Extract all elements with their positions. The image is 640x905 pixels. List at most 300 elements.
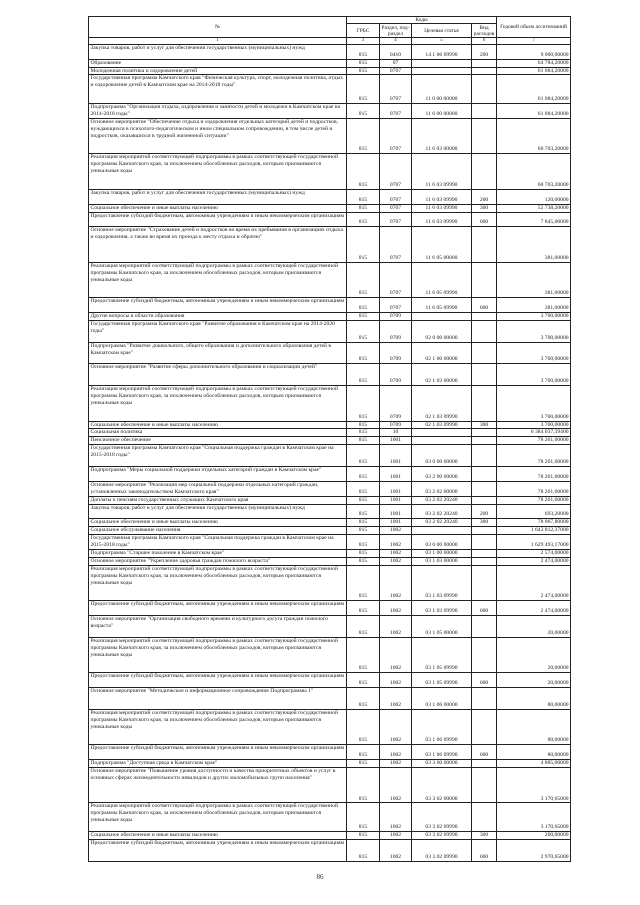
header-vid: Вид расходов (472, 24, 497, 38)
row-razdel-cell: 1002 (380, 535, 412, 550)
row-grbs-cell: 815 (347, 67, 380, 75)
table-row (89, 637, 571, 673)
row-grbs-cell: 815 (347, 44, 380, 59)
row-csr-cell: 02 0 00 00000 (412, 321, 472, 343)
row-grbs-cell: 815 (347, 688, 380, 710)
row-sum-cell: 7 845,00000 (497, 212, 571, 227)
row-vid-cell (472, 59, 497, 67)
row-vid-cell (472, 321, 497, 343)
row-vid-cell (472, 67, 497, 75)
header-csr: Целевая статья (412, 24, 472, 38)
row-vid-cell (472, 118, 497, 154)
row-csr-cell: 03 2 02 20240 (412, 504, 472, 519)
row-name-cell: Подпрограмма "Организация отдыха, оздоровления и занятости детей и молодежи в Камчатском крае на 2014-2018 годы" (89, 104, 347, 119)
row-sum-cell: 78 261,00000 (497, 481, 571, 496)
row-sum-cell: 52 738,20000 (497, 204, 571, 212)
table-row (89, 527, 571, 535)
row-sum-cell: 2 474,00000 (497, 565, 571, 601)
row-name-cell: Подпрограмма "Старшее поколение в Камчатском крае" (89, 549, 347, 557)
row-razdel-cell: 0707 (380, 154, 412, 190)
row-razdel-cell: 0707 (380, 104, 412, 119)
table-row (89, 118, 571, 154)
row-grbs-cell: 815 (347, 466, 380, 481)
row-grbs-cell: 815 (347, 637, 380, 673)
row-name-cell: Реализация мероприятий соответствующей подпрограммы в рамках соответствующей государственной программы Камчатского края, за исключением обособленных расходов, которым присваиваются уникальные коды (89, 262, 347, 298)
row-sum-cell: 80,00000 (497, 745, 571, 760)
row-csr-cell: 03 1 03 09990 (412, 565, 472, 601)
row-csr-cell: 03 1 03 09990 (412, 601, 472, 616)
row-razdel-cell: 0707 (380, 262, 412, 298)
row-grbs-cell: 815 (347, 504, 380, 519)
row-vid-cell (472, 803, 497, 832)
row-vid-cell: 600 (472, 601, 497, 616)
row-csr-cell: 03 1 06 09990 (412, 709, 472, 745)
row-vid-cell: 600 (472, 673, 497, 688)
row-vid-cell (472, 557, 497, 565)
table-row (89, 832, 571, 840)
row-razdel-cell: 1001 (380, 504, 412, 519)
row-csr-cell: 02 1 03 09990 (412, 386, 472, 422)
row-vid-cell: 600 (472, 839, 497, 861)
row-csr-cell: 03 1 00 00000 (412, 549, 472, 557)
row-csr-cell: 02 1 03 09990 (412, 421, 472, 429)
row-sum-cell: 2 970,65000 (497, 839, 571, 861)
row-vid-cell (472, 565, 497, 601)
row-vid-cell (472, 364, 497, 386)
row-vid-cell (472, 496, 497, 504)
row-razdel-cell: 1001 (380, 437, 412, 445)
row-grbs-cell: 815 (347, 709, 380, 745)
row-grbs-cell: 815 (347, 496, 380, 504)
row-vid-cell: 600 (472, 298, 497, 313)
row-name-cell: Государственная программа Камчатского края "Физическая культура, спорт, молодежная политика, отдых и оздоровление детей в Камчатском крае на 2014-2018 годы" (89, 75, 347, 104)
row-name-cell: Подпрограмма "Меры социальной поддержки отдельных категорий граждан в Камчатском крае" (89, 466, 347, 481)
table-row (89, 557, 571, 565)
row-vid-cell: 200 (472, 189, 497, 204)
row-grbs-cell: 815 (347, 601, 380, 616)
table-row (89, 565, 571, 601)
row-razdel-cell: 1002 (380, 688, 412, 710)
row-name-cell: Закупка товаров, работ и услуг для обеспечения государственных (муниципальных) нужд (89, 189, 347, 204)
row-grbs-cell: 815 (347, 189, 380, 204)
row-grbs-cell: 815 (347, 445, 380, 467)
row-grbs-cell: 815 (347, 386, 380, 422)
row-grbs-cell: 815 (347, 745, 380, 760)
row-vid-cell: 600 (472, 212, 497, 227)
row-grbs-cell: 815 (347, 803, 380, 832)
row-vid-cell (472, 445, 497, 467)
row-vid-cell (472, 429, 497, 437)
row-sum-cell: 3 700,00000 (497, 386, 571, 422)
row-razdel-cell: 0709 (380, 321, 412, 343)
row-name-cell: Основное мероприятие "Страхование детей и подростков во время их пребывания в организациях отдыха и оздоровления, а также во время их проезда к месту отдыха и обратно" (89, 227, 347, 263)
table-row (89, 59, 571, 67)
row-sum-cell: 60 703,20000 (497, 154, 571, 190)
row-grbs-cell: 815 (347, 154, 380, 190)
row-razdel-cell: 1002 (380, 601, 412, 616)
row-csr-cell: 03 1 05 09990 (412, 673, 472, 688)
row-sum-cell: 3 170,65000 (497, 767, 571, 803)
row-vid-cell: 600 (472, 745, 497, 760)
row-grbs-cell: 815 (347, 204, 380, 212)
row-vid-cell (472, 481, 497, 496)
row-razdel-cell: 0707 (380, 204, 412, 212)
column-index-row (89, 38, 571, 45)
row-grbs-cell: 815 (347, 767, 380, 803)
row-vid-cell: 300 (472, 421, 497, 429)
row-vid-cell (472, 709, 497, 745)
row-csr-cell (412, 59, 472, 67)
row-csr-cell: 14 1 06 09990 (412, 44, 472, 59)
row-grbs-cell: 815 (347, 535, 380, 550)
row-sum-cell: 78 261,00000 (497, 445, 571, 467)
row-vid-cell (472, 637, 497, 673)
row-grbs-cell: 815 (347, 565, 380, 601)
row-vid-cell (472, 688, 497, 710)
table-row (89, 104, 571, 119)
row-sum-cell: 20,00000 (497, 673, 571, 688)
row-csr-cell (412, 527, 472, 535)
row-csr-cell: 03 2 02 00000 (412, 481, 472, 496)
row-grbs-cell: 815 (347, 227, 380, 263)
row-razdel-cell: 1002 (380, 557, 412, 565)
row-razdel-cell: 1002 (380, 673, 412, 688)
row-csr-cell: 02 1 00 00000 (412, 342, 472, 364)
row-sum-cell: 1 629 493,17000 (497, 535, 571, 550)
row-grbs-cell: 815 (347, 298, 380, 313)
row-vid-cell (472, 527, 497, 535)
row-sum-cell: 3 700,00000 (497, 421, 571, 429)
table-row (89, 601, 571, 616)
table-row (89, 204, 571, 212)
row-vid-cell (472, 760, 497, 768)
row-razdel-cell: 1002 (380, 760, 412, 768)
row-vid-cell (472, 154, 497, 190)
row-razdel-cell: 1001 (380, 519, 412, 527)
table-row (89, 745, 571, 760)
header-number: № (89, 17, 347, 38)
row-razdel-cell: 1001 (380, 445, 412, 467)
row-name-cell: Пенсионное обеспечение (89, 437, 347, 445)
table-body (89, 44, 571, 861)
row-sum-cell: 381,00000 (497, 298, 571, 313)
header-razdel: Раздел, под-раздел (380, 24, 412, 38)
row-csr-cell: 02 1 03 00000 (412, 364, 472, 386)
row-razdel-cell: 1002 (380, 803, 412, 832)
budget-table (88, 16, 571, 862)
row-name-cell: Государственная программа Камчатского края "Развитие образования в Камчатском крае на 2014-2020 годы" (89, 321, 347, 343)
row-name-cell: Социальное обеспечение и иные выплаты населению (89, 421, 347, 429)
row-name-cell: Государственная программа Камчатского края "Социальная поддержка граждан в Камчатском крае на 2015-2018 годы" (89, 535, 347, 550)
row-name-cell: Закупка товаров, работ и услуг для обеспечения государственных (муниципальных) нужд (89, 504, 347, 519)
table-row (89, 321, 571, 343)
table-row (89, 535, 571, 550)
row-razdel-cell: 1002 (380, 745, 412, 760)
row-razdel-cell: 1002 (380, 839, 412, 861)
row-name-cell: Подпрограмма "Развитие дошкольного, общего образования и дополнительного образования детей в Камчатском крае" (89, 342, 347, 364)
column-index: 5 (412, 38, 472, 45)
row-name-cell: Предоставление субсидий бюджетным, автономным учреждениям и иным некоммерческим организациям (89, 673, 347, 688)
table-row (89, 437, 571, 445)
row-grbs-cell: 815 (347, 437, 380, 445)
row-grbs-cell: 815 (347, 313, 380, 321)
table-row (89, 445, 571, 467)
row-sum-cell: 78 261,00000 (497, 496, 571, 504)
row-razdel-cell: 0709 (380, 313, 412, 321)
table-row (89, 212, 571, 227)
row-vid-cell (472, 466, 497, 481)
row-name-cell: Предоставление субсидий бюджетным, автономным учреждениям и иным некоммерческим организациям (89, 212, 347, 227)
row-sum-cell: 200,00000 (497, 832, 571, 840)
row-razdel-cell: 0707 (380, 227, 412, 263)
table-row (89, 386, 571, 422)
row-razdel-cell: 0709 (380, 364, 412, 386)
row-csr-cell: 11 6 03 09990 (412, 154, 472, 190)
row-csr-cell: 03 0 00 00000 (412, 535, 472, 550)
row-sum-cell: 2 474,00000 (497, 601, 571, 616)
row-csr-cell: 11 6 05 09990 (412, 262, 472, 298)
row-name-cell: Основное мероприятие "Реализация мер социальной поддержки отдельных категорий граждан, установленных законодательством Камчатского края" (89, 481, 347, 496)
table-row (89, 429, 571, 437)
row-razdel-cell: 1001 (380, 496, 412, 504)
row-razdel-cell: 1002 (380, 832, 412, 840)
row-razdel-cell: 1002 (380, 637, 412, 673)
row-razdel-cell: 1002 (380, 527, 412, 535)
table-row (89, 673, 571, 688)
row-vid-cell (472, 75, 497, 104)
row-razdel-cell: 0707 (380, 189, 412, 204)
row-name-cell: Предоставление субсидий бюджетным, автономным учреждениям и иным некоммерческим организациям (89, 601, 347, 616)
header-grbs: ГРБС (347, 24, 380, 38)
row-name-cell: Предоставление субсидий бюджетным, автономным учреждениям и иным некоммерческим организациям (89, 298, 347, 313)
row-vid-cell: 300 (472, 519, 497, 527)
row-csr-cell: 11 6 00 00000 (412, 104, 472, 119)
row-csr-cell (412, 429, 472, 437)
row-sum-cell: 381,00000 (497, 262, 571, 298)
table-row (89, 616, 571, 638)
row-vid-cell (472, 386, 497, 422)
row-csr-cell: 03 0 00 00000 (412, 445, 472, 467)
row-csr-cell: 03 2 02 20240 (412, 496, 472, 504)
row-name-cell: Реализация мероприятий соответствующей подпрограммы в рамках соответствующей государственной программы Камчатского края, за исключением обособленных расходов, которым присваиваются уникальные коды (89, 637, 347, 673)
row-sum-cell: 120,00000 (497, 189, 571, 204)
row-name-cell: Образование (89, 59, 347, 67)
table-row (89, 504, 571, 519)
row-sum-cell: 20,00000 (497, 637, 571, 673)
column-index: 1 (89, 38, 347, 45)
table-row (89, 421, 571, 429)
table-row (89, 803, 571, 832)
table-row (89, 67, 571, 75)
row-csr-cell (412, 67, 472, 75)
row-grbs-cell: 815 (347, 364, 380, 386)
row-sum-cell: 60 703,20000 (497, 118, 571, 154)
row-sum-cell: 3 700,00000 (497, 321, 571, 343)
row-sum-cell: 78 261,00000 (497, 437, 571, 445)
row-razdel-cell: 07 (380, 59, 412, 67)
row-grbs-cell: 815 (347, 832, 380, 840)
row-vid-cell (472, 313, 497, 321)
row-grbs-cell: 815 (347, 421, 380, 429)
row-grbs-cell: 815 (347, 429, 380, 437)
row-sum-cell: 2 574,00000 (497, 549, 571, 557)
row-csr-cell: 11 6 03 00000 (412, 118, 472, 154)
row-razdel-cell: 0707 (380, 212, 412, 227)
row-grbs-cell: 815 (347, 519, 380, 527)
row-grbs-cell: 815 (347, 557, 380, 565)
row-csr-cell: 03 3 00 00000 (412, 760, 472, 768)
row-name-cell: Предоставление субсидий бюджетным, автономным учреждениям и иным некоммерческим организациям (89, 839, 347, 861)
row-name-cell: Основное мероприятие "Укрепление здоровья граждан пожилого возраста" (89, 557, 347, 565)
row-sum-cell: 78 067,80000 (497, 519, 571, 527)
row-name-cell: Социальное обслуживание населения (89, 527, 347, 535)
row-vid-cell: 300 (472, 204, 497, 212)
row-name-cell: Основное мероприятие "Повышение уровня доступности и качества приоритетных объектов и услуг в основных сферах жизнедеятельности инвалидов и других маломобильных групп населения" (89, 767, 347, 803)
row-csr-cell: 03 1 05 09990 (412, 637, 472, 673)
row-grbs-cell: 815 (347, 262, 380, 298)
row-razdel-cell: 0709 (380, 421, 412, 429)
row-csr-cell: 11 6 05 09990 (412, 298, 472, 313)
table-row (89, 75, 571, 104)
row-vid-cell (472, 616, 497, 638)
row-name-cell: Основное мероприятие "Методическое и информационное сопровождение Подпрограммы 1" (89, 688, 347, 710)
row-razdel-cell: 1002 (380, 767, 412, 803)
row-vid-cell (472, 104, 497, 119)
row-sum-cell: 61 084,20000 (497, 104, 571, 119)
row-sum-cell: 4 885,00000 (497, 760, 571, 768)
row-sum-cell: 2 474,00000 (497, 557, 571, 565)
table-header (89, 17, 571, 45)
row-sum-cell: 693,20000 (497, 504, 571, 519)
row-grbs-cell: 815 (347, 104, 380, 119)
page-number: 86 (316, 873, 324, 881)
row-csr-cell: 11 6 03 09990 (412, 204, 472, 212)
row-razdel-cell: 0707 (380, 298, 412, 313)
table-row (89, 227, 571, 263)
table-row (89, 44, 571, 59)
row-sum-cell: 80,00000 (497, 709, 571, 745)
row-razdel-cell: 1001 (380, 481, 412, 496)
row-csr-cell: 03 3 02 09990 (412, 832, 472, 840)
row-sum-cell: 381,00000 (497, 227, 571, 263)
row-csr-cell: 03 1 06 00000 (412, 688, 472, 710)
row-vid-cell (472, 262, 497, 298)
row-razdel-cell: 0410 (380, 44, 412, 59)
row-sum-cell: 6 384 037,39400 (497, 429, 571, 437)
row-razdel-cell: 0707 (380, 118, 412, 154)
row-csr-cell: 11 6 05 00000 (412, 227, 472, 263)
table-row (89, 262, 571, 298)
row-razdel-cell: 1002 (380, 549, 412, 557)
table-row (89, 688, 571, 710)
row-name-cell: Социальная политика (89, 429, 347, 437)
row-grbs-cell: 815 (347, 481, 380, 496)
row-razdel-cell: 0707 (380, 75, 412, 104)
row-csr-cell: 11 0 00 00000 (412, 75, 472, 104)
row-csr-cell: 03 1 03 00000 (412, 557, 472, 565)
table-row (89, 767, 571, 803)
row-name-cell: Реализация мероприятий соответствующей подпрограммы в рамках соответствующей государственной программы Камчатского края, за исключением обособленных расходов, которым присваиваются уникальные коды (89, 386, 347, 422)
row-name-cell: Предоставление субсидий бюджетным, автономным учреждениям и иным некоммерческим организациям (89, 745, 347, 760)
row-name-cell: Социальное обеспечение и иные выплаты населению (89, 204, 347, 212)
row-razdel-cell: 1002 (380, 565, 412, 601)
row-sum-cell: 61 084,20000 (497, 75, 571, 104)
table-row (89, 298, 571, 313)
row-sum-cell: 78 261,00000 (497, 466, 571, 481)
row-razdel-cell: 0707 (380, 67, 412, 75)
row-name-cell: Другие вопросы в области образования (89, 313, 347, 321)
table-row (89, 466, 571, 481)
row-csr-cell (412, 313, 472, 321)
table-row (89, 519, 571, 527)
row-razdel-cell: 1002 (380, 709, 412, 745)
row-grbs-cell: 815 (347, 118, 380, 154)
row-name-cell: Закупка товаров, работ и услуг для обеспечения государственных (муниципальных) нужд (89, 44, 347, 59)
row-name-cell: Государственная программа Камчатского края "Социальная поддержка граждан в Камчатском крае на 2015-2018 годы" (89, 445, 347, 467)
row-grbs-cell: 815 (347, 59, 380, 67)
row-vid-cell (472, 549, 497, 557)
table-row (89, 496, 571, 504)
row-vid-cell: 300 (472, 832, 497, 840)
row-sum-cell: 9 000,00000 (497, 44, 571, 59)
header-sum: Годовой объем ассигнований (497, 17, 571, 38)
row-sum-cell: 20,00000 (497, 616, 571, 638)
row-name-cell: Реализация мероприятий соответствующей подпрограммы в рамках соответствующей государственной программы Камчатского края, за исключением обособленных расходов, которым присваиваются уникальные коды (89, 709, 347, 745)
row-vid-cell (472, 227, 497, 263)
row-sum-cell: 3 700,00000 (497, 364, 571, 386)
row-grbs-cell: 815 (347, 616, 380, 638)
row-name-cell: Реализация мероприятий соответствующей подпрограммы в рамках соответствующей государственной программы Камчатского края, за исключением обособленных расходов, которым присваиваются уникальные коды (89, 803, 347, 832)
row-grbs-cell: 815 (347, 839, 380, 861)
row-sum-cell: 80,00000 (497, 688, 571, 710)
row-sum-cell: 3 700,00000 (497, 313, 571, 321)
table-row (89, 364, 571, 386)
row-sum-cell: 3 170,65000 (497, 803, 571, 832)
row-name-cell: Реализация мероприятий соответствующей подпрограммы в рамках соответствующей государственной программы Камчатского края, за исключением обособленных расходов, которым присваиваются уникальные коды (89, 154, 347, 190)
row-vid-cell (472, 535, 497, 550)
table-row (89, 709, 571, 745)
row-name-cell: Социальное обеспечение и иные выплаты населению (89, 832, 347, 840)
table-row (89, 313, 571, 321)
column-index: 7 (497, 38, 571, 45)
column-index: 3 (347, 38, 380, 45)
row-name-cell: Основное мероприятие "Организация свободного времени и культурного досуга граждан пожилого возраста" (89, 616, 347, 638)
table-row (89, 481, 571, 496)
table-row (89, 189, 571, 204)
row-razdel-cell: 0709 (380, 342, 412, 364)
row-grbs-cell: 815 (347, 212, 380, 227)
row-name-cell: Основное мероприятие "Обеспечение отдыха и оздоровления отдельных категорий детей и подростков, нуждающихся в психолого-педагогическом и ином специальном сопровождении, в том числе детей и подростков, оказавшихся в трудной жизненной ситуации" (89, 118, 347, 154)
row-razdel-cell: 0709 (380, 386, 412, 422)
row-sum-cell: 1 643 812,37000 (497, 527, 571, 535)
row-csr-cell: 03 3 02 00000 (412, 767, 472, 803)
row-vid-cell (472, 342, 497, 364)
row-grbs-cell: 815 (347, 75, 380, 104)
row-sum-cell: 64 784,20000 (497, 59, 571, 67)
row-vid-cell (472, 767, 497, 803)
row-csr-cell: 03 2 02 20240 (412, 519, 472, 527)
table-row (89, 549, 571, 557)
row-vid-cell: 200 (472, 504, 497, 519)
row-csr-cell: 11 6 03 09990 (412, 189, 472, 204)
table-row (89, 154, 571, 190)
row-name-cell: Молодежная политика и оздоровление детей (89, 67, 347, 75)
table-row (89, 839, 571, 861)
row-csr-cell: 03 2 00 00000 (412, 466, 472, 481)
row-csr-cell: 03 3 02 09990 (412, 803, 472, 832)
row-name-cell: Подпрограмма "Доступная среда в Камчатском крае" (89, 760, 347, 768)
row-name-cell: Социальное обеспечение и иные выплаты населению (89, 519, 347, 527)
